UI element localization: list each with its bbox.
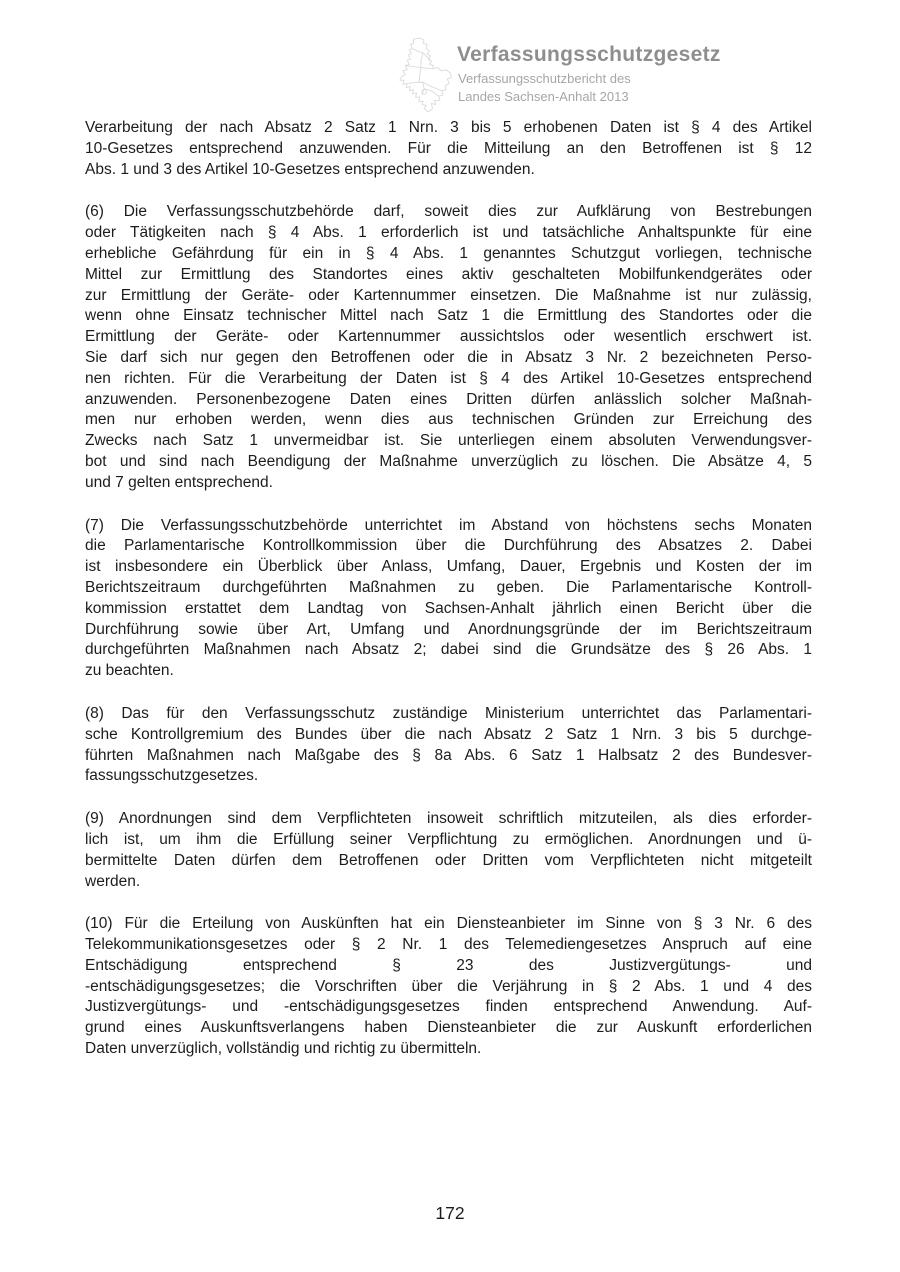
text-line: bot und sind nach Beendigung der Maßnahme unverzüglich zu löschen. Die Absätze 4, 5 [85,452,812,470]
text-line: Berichtszeitraum durchgeführten Maßnahmen zu geben. Die Parlamentarische Kontroll- [85,578,812,596]
text-line: (8) Das für den Verfassungsschutz zuständige Ministerium unterrichtet das Parlamentari- [85,704,812,722]
report-subtitle-line1: Verfassungsschutzbericht des [458,71,631,86]
text-line: Ermittlung der Geräte- oder Kartennummer aussichtslos oder wesentlich erschwert ist. [85,328,812,346]
text-line: ist insbesondere ein Überblick über Anlass, Umfang, Dauer, Ergebnis und Kosten der im [85,558,812,576]
text-line: -entschädigungsgesetzes; die Vorschriften über die Verjährung in § 2 Abs. 1 und 4 des [85,977,812,995]
text-line: sche Kontrollgremium des Bundes über die nach Absatz 2 Satz 1 Nrn. 3 bis 5 durchge- [85,725,812,743]
report-subtitle-line2: Landes Sachsen-Anhalt 2013 [458,89,629,104]
paragraph-absatz-10 [85,914,812,1060]
paragraph-absatz-7 [85,516,812,682]
report-subtitle [458,70,631,106]
text-line: men nur erhoben werden, wenn dies aus technischen Gründen zur Erreichung des [85,411,812,429]
text-line: anzuwenden. Personenbezogene Daten eines Dritten dürfen anlässlich solcher Maßnah- [85,390,812,408]
text-line: Daten unverzüglich, vollständig und richtig zu übermitteln. [85,1040,482,1058]
text-line: Telekommunikationsgesetzes oder § 2 Nr. 1 des Telemediengesetzes Anspruch auf eine [85,936,812,954]
text-line: durchgeführten Maßnahmen nach Absatz 2; dabei sind die Grundsätze des § 26 Abs. 1 [85,641,812,659]
page-header [0,0,900,118]
text-line: 10-Gesetzes entsprechend anzuwenden. Für die Mitteilung an den Betroffenen ist § 12 [85,139,812,157]
page-number: 172 [435,1203,465,1223]
text-line: Verarbeitung der nach Absatz 2 Satz 1 Nrn. 3 bis 5 erhobenen Daten ist § 4 des Artikel [85,119,812,136]
text-line: kommission erstattet dem Landtag von Sachsen-Anhalt jährlich einen Bericht über die [85,599,812,617]
text-line: Zwecks nach Satz 1 unvermeidbar ist. Sie unterliegen einem absoluten Verwendungsver- [85,432,812,450]
text-line: die Parlamentarische Kontrollkommission über die Durchführung des Absatzes 2. Dabei [85,537,812,555]
text-line: (7) Die Verfassungsschutzbehörde unterrichtet im Abstand von höchstens sechs Monaten [85,516,812,534]
paragraph-absatz-8 [85,704,812,787]
text-line: (9) Anordnungen sind dem Verpflichteten insoweit schriftlich mitzuteilen, als dies erforder- [85,810,812,828]
text-line: Justizvergütungs- und -entschädigungsgesetzes finden entsprechend Anwendung. Auf- [85,998,812,1016]
legal-text-body [85,118,812,1082]
text-line: lich ist, um ihm die Erfüllung seiner Verpflichtung zu ermöglichen. Anordnungen und ü- [85,830,812,848]
text-line: werden. [85,872,141,890]
text-line: erhebliche Gefährdung für ein in § 4 Abs. 1 genanntes Schutzgut vorliegen, technische [85,244,812,262]
text-line: oder Tätigkeiten nach § 4 Abs. 1 erforderlich ist und tatsächliche Anhaltspunkte für eine [85,224,812,242]
paragraph-absatz-9 [85,809,812,892]
text-line: grund eines Auskunftsverlangens haben Diensteanbieter die zur Auskunft erforderlichen [85,1019,812,1037]
text-line: Sie darf sich nur gegen den Betroffenen oder die in Absatz 3 Nr. 2 bezeichneten Perso- [85,348,812,366]
text-line: wenn ohne Einsatz technischer Mittel nach Satz 1 die Ermittlung des Standortes oder die [85,307,812,325]
text-line: Abs. 1 und 3 des Artikel 10-Gesetzes entsprechend anzuwenden. [85,160,535,178]
text-line: fassungsschutzgesetzes. [85,767,259,785]
text-line: und 7 gelten entsprechend. [85,473,273,491]
text-line: Mittel zur Ermittlung des Standortes eines aktiv geschalteten Mobilfunkendgerätes oder [85,265,812,283]
report-title: Verfassungsschutzgesetz [457,43,721,66]
paragraph-intro [85,118,812,180]
paragraph-absatz-6 [85,202,812,493]
sachsen-anhalt-map-outline-icon [391,36,455,114]
text-line: Entschädigung entsprechend § 23 des Justizvergütungs- und [85,956,812,974]
text-line: nen richten. Für die Verarbeitung der Daten ist § 4 des Artikel 10-Gesetzes entsprechend [85,369,812,387]
text-line: zu beachten. [85,662,174,680]
text-line: bermittelte Daten dürfen dem Betroffenen oder Dritten vom Verpflichteten nicht mitgeteilt [85,851,812,869]
text-line: (10) Für die Erteilung von Auskünften hat ein Diensteanbieter im Sinne von § 3 Nr. 6 des [85,915,812,933]
text-line: Durchführung sowie über Art, Umfang und Anordnungsgründe der im Berichtszeitraum [85,620,812,638]
text-line: (6) Die Verfassungsschutzbehörde darf, soweit dies zur Aufklärung von Bestrebungen [85,203,812,221]
text-line: führten Maßnahmen nach Maßgabe des § 8a Abs. 6 Satz 1 Halbsatz 2 des Bundesver- [85,746,812,764]
text-line: zur Ermittlung der Geräte- oder Kartennummer einsetzen. Die Maßnahme ist nur zulässig, [85,286,812,304]
